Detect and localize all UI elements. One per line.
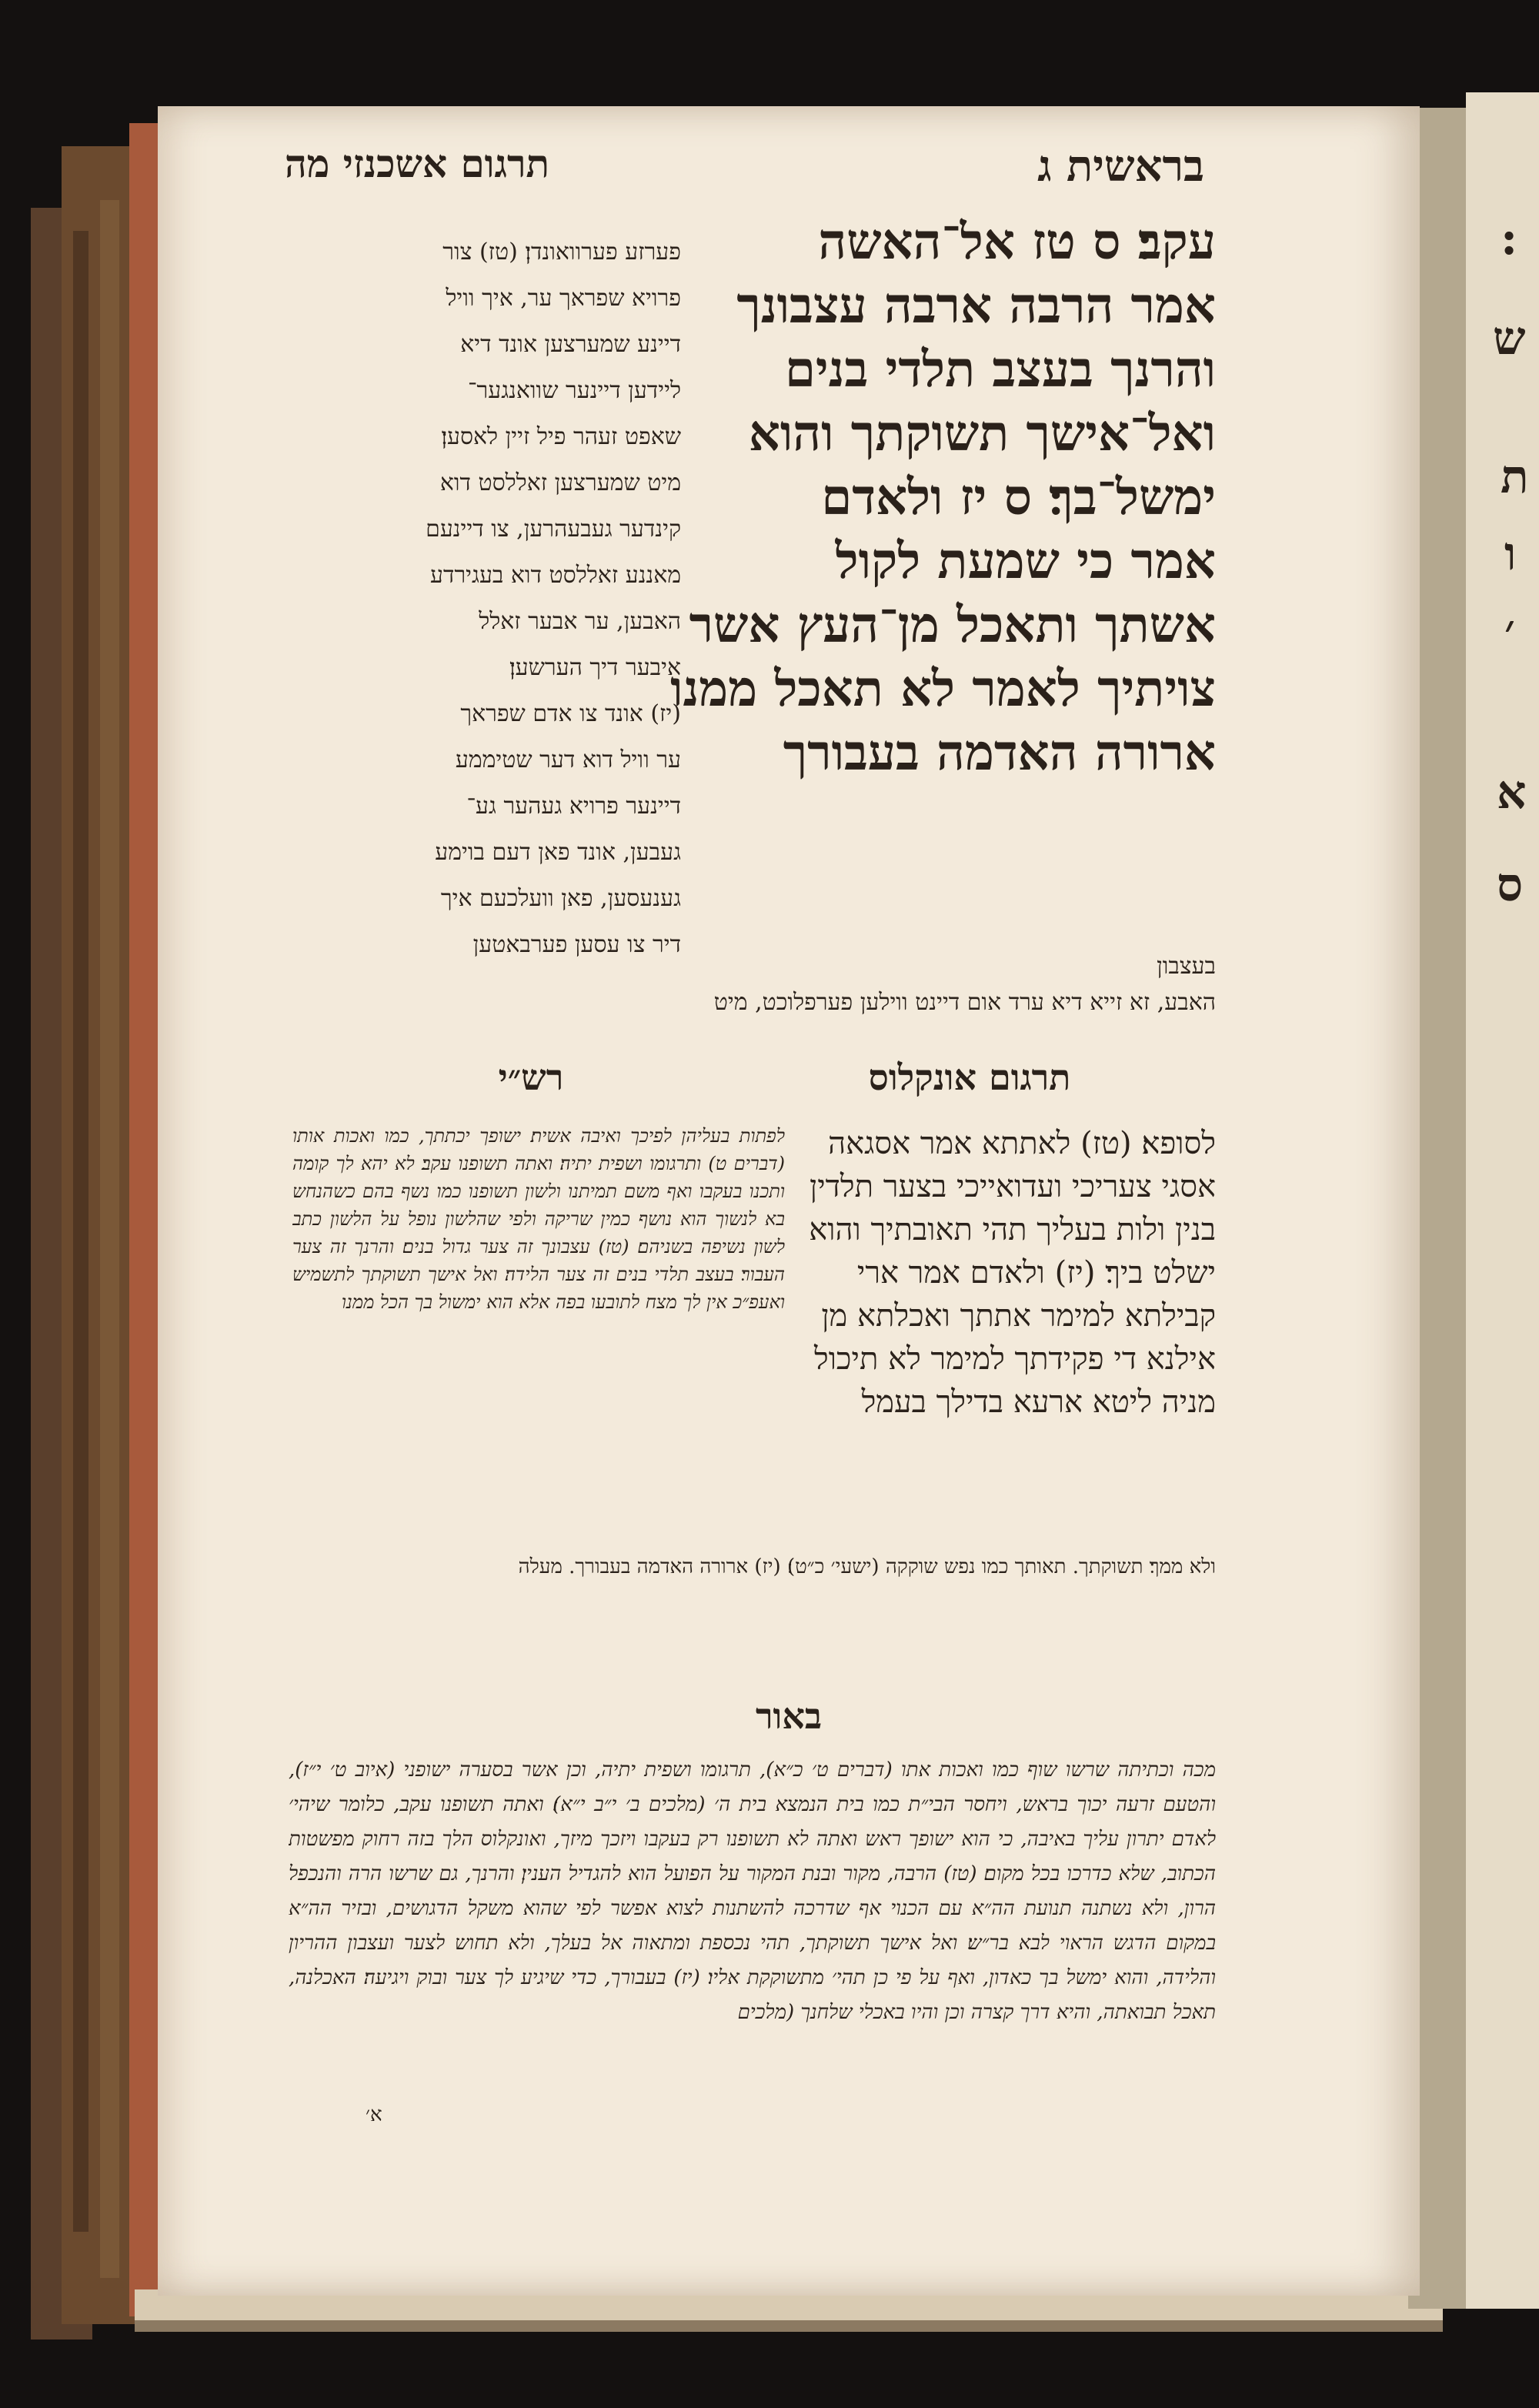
bible-line: עקב׃ ס טז אל־האשה [818,213,1216,271]
yiddish-line: שאפט זעהר פיל זיין לאסען׃ [441,423,681,450]
beur-last-line: א׳ [366,2103,382,2126]
yiddish-line: האבען, ער אבער זאלל [479,608,681,635]
bible-line: אשתך ותאכל מן־העץ אשר [689,596,1216,654]
yiddish-line: דיינער פרויא געהער גע־ [466,793,681,820]
book-marbled-edge [62,146,135,2324]
rashi-commentary-tail: ולא ממך׃ תשוקתך. תאותך כמו נפש שוקקה (ישעי׳ כ״ט)׃ (יז) ארורה האדמה בעבורך. מעלה [518,1555,1216,1578]
rashi-title: רש״י [498,1057,564,1098]
yiddish-translation-column [281,229,681,968]
running-header-left: תרגום אשכנזי מה [285,141,550,186]
onkelos-line: קבילתא למימר אתתך ואכלתא מן [821,1298,1216,1334]
yiddish-line: ער וויל דוא דער שטיממע [455,746,681,773]
svg-text:ס: ס [1497,858,1524,912]
yiddish-line: (יז) אונד צו אדם שפראך [460,700,681,727]
yiddish-line: קינדער געבעהרען, צו דיינעם [426,516,681,543]
bible-line: ימשל־בך׃ ס יז ולאדם [821,469,1216,526]
svg-text:ו: ו [1504,527,1517,581]
yiddish-line: מיט שמערצען זאללסט דוא [439,469,681,496]
svg-text:׳: ׳ [1504,604,1515,658]
bible-line: והרנך בעצב תלדי בנים [784,341,1216,399]
yiddish-line: דיר צו עסען פערבאטען [472,931,681,958]
yiddish-line: פרויא שפראך ער, איך וויל [446,285,681,312]
onkelos-line: ישלט ביך׃ (יז) ולאדם אמר ארי [856,1255,1216,1291]
svg-text:א: א [1497,766,1527,820]
bible-line: ארורה האדמה בעבורך [783,724,1216,782]
bible-line: אמר הרבה ארבה עצבונך [736,277,1216,335]
yiddish-line: פערזע פערוואונדן׃ (טז) צור [442,239,681,266]
bible-catchword: בעצבון [1157,953,1216,980]
onkelos-line: בנין ולות בעליך תהי תאובתיך והוא [809,1212,1216,1247]
yiddish-line: איבער דיך הערשען׃ [509,654,681,681]
rashi-commentary: לפתות בעליהן לפיכך ואיבה אשית׃ ישופך יכתתך, כמו ואכות אותו (דברים ט) ותרגומו ושפית יתיה׃ ואתה תשופנו עקב׃ לא יהא לך קומה ותכנו בעקבו ואף משם תמיתנו ולשון תשופנו כמו נשף בהם כשהנחש בא לנשוך הוא נושף כמין שריקה ולפי שהלשון נופל על הלשון כתב לשון נשיפה בשניהם׃ (טז) עצבונך זה צער גדול בנים׃ והרנך זה צער העבור׃ בעצב תלדי בנים זה צער הלידה׃ ואל אישך תשוקתך לתשמיש ואעפ״כ אין לך מצח לתובעו בפה אלא הוא ימשול בך הכל ממנו [292,1125,785,1313]
book-page [158,106,1420,2296]
yiddish-line: ליידען דיינער שוואנגער־ [468,377,681,404]
facing-page [1466,92,1539,2309]
running-header-right: בראשית ג [1037,141,1204,192]
bible-line: צויתיך לאמר לא תאכל ממנו [670,660,1216,718]
svg-text:ת: ת [1501,450,1529,504]
yiddish-line: מאננע זאללסט דוא בעגירדע [430,562,681,589]
svg-text::: : [1501,212,1518,266]
onkelos-line: אסגי צעריכי ועדואייכי בצער תלדין [810,1169,1216,1204]
onkelos-line: אילנא די פקידתך למימר לא תיכול [813,1341,1216,1377]
onkelos-line: מניה ליטא ארעא בדילך בעמל [861,1384,1216,1420]
beur-commentary: מכה וכתיתה שרשו שוף כמו ואכות אתו (דברים ט׳ כ״א), תרגומו ושפית יתיה, וכן אשר בסערה ישופני (איוב ט׳ י״ז), והטעם זרעה יכוך בראש, ויחסר הבי״ת כמו בית הנמצא בית ה׳ (מלכים ב׳ י״ב י״א)׃ ואתה תשופנו עקב, כלומר שיהי׳ לאדם יתרון עליך באיבה, כי הוא ישופך ראש ואתה לא תשופנו רק בעקבו ויזכך מיזך, ואונקלוס הלך בזה רחוק מפשטות הכתוב, שלא כדרכו בכל מקום׃ (טז) הרבה, מקור ובנת המקור על הפועל הוא להגדיל הענין׃ והרנך, גם שרשו הרה והנכפל הרון, ולא נשתנה תנועת הה״א עם הכנוי אף שדרכה להשתנות לצוא אפשר לפי שהוא משקל הדגושים, ובזיר הה״א במקום הדגש הראוי לבא בר״ש׃ ואל אישך תשוקתך, תהי נכספת ומתאוה אל בעלך, ולא תחוש לצער ועצבון ההריון והלידה, והוא ימשל בך כאדון, ואף על פי כן תהי׳ מתשוקקת אליו׃ (יז) בעבורך, כדי שיגיע לך צער ובוק ויגיעה׃ האכלנה, תאכל תבואתה, והיא דרך קצרה וכן והיו באכלי שלחנך (מלכים [289,1758,1216,2024]
svg-text:ש: ש [1493,312,1526,366]
bible-line: אמר כי שמעת לקול [835,533,1216,590]
bible-line: ואל־אישך תשוקתך והוא [748,405,1216,463]
onkelos-title: תרגום אונקלוס [868,1057,1071,1098]
yiddish-line: דיינע שמערצען אונד דיא [460,331,681,358]
yiddish-continuation-line: האבע, זא זייא דיא ערד אום דיינט ווילען פערפלוכט, מיט [713,989,1216,1016]
yiddish-line: געבען, אונד פאן דעם בוימע [435,839,681,866]
yiddish-line: גענעסען, פאן וועלכעם איך [440,885,681,912]
beur-title: באור [755,1695,823,1737]
onkelos-line: לסופא׃ (טז) לאתתא אמר אסגאה [828,1126,1216,1161]
page-red-edge [129,123,160,2316]
